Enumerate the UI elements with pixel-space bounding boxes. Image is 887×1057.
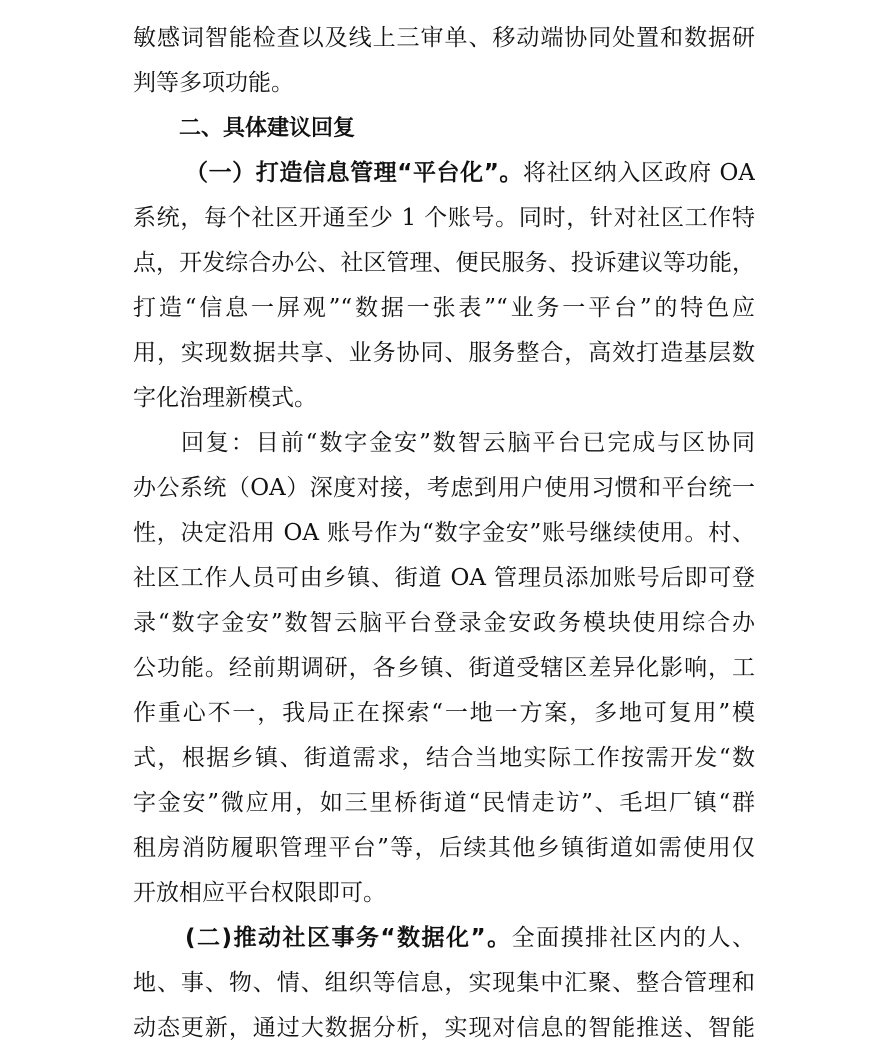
paragraph-start-line — [133, 916, 755, 961]
section-heading: 二、具体建议回复 — [179, 116, 356, 141]
text-line: 式，根据乡镇、街道需求，结合当地实际工作按需开发“数 — [133, 745, 755, 771]
text-line: 录“数字金安”数智云脑平台登录金安政务模块使用综合办 — [133, 610, 755, 636]
paragraph-start-line — [133, 151, 755, 196]
subheading-inline: (二)推动社区事务“数据化”。 — [185, 925, 512, 951]
text-line: 点，开发综合办公、社区管理、便民服务、投诉建议等功能， — [133, 250, 755, 276]
text-line: 判等多项功能。 — [133, 70, 294, 96]
text-line: 租房消防履职管理平台”等，后续其他乡镇街道如需使用仅 — [133, 835, 755, 861]
text-line: 敏感词智能检查以及线上三审单、移动端协同处置和数据研 — [133, 25, 755, 51]
text-line: 字金安”微应用，如三里桥街道“民情走访”、毛坦厂镇“群 — [133, 790, 755, 816]
text-span: 全面摸排社区内的人、 — [511, 925, 755, 951]
text-line: 社区工作人员可由乡镇、街道 OA 管理员添加账号后即可登 — [133, 565, 755, 591]
text-line: 公功能。经前期调研，各乡镇、街道受辖区差异化影响，工 — [133, 655, 755, 681]
text-line: 字化治理新模式。 — [133, 385, 317, 411]
text-span: 将社区纳入区政府 OA — [522, 160, 755, 186]
text-line: 动态更新，通过大数据分析，实现对信息的智能推送、智能 — [133, 1015, 755, 1041]
text-line: 用，实现数据共享、业务协同、服务整合，高效打造基层数 — [133, 340, 755, 366]
text-line: 作重心不一，我局正在探索“一地一方案，多地可复用”模 — [133, 700, 755, 726]
text-line: 回复：目前“数字金安”数智云脑平台已完成与区协同 — [181, 430, 755, 456]
text-line: 性，决定沿用 OA 账号作为“数字金安”账号继续使用。村、 — [133, 520, 755, 546]
text-line: 办公系统（OA）深度对接，考虑到用户使用习惯和平台统一 — [133, 475, 755, 501]
text-line: 开放相应平台权限即可。 — [133, 880, 386, 906]
text-line: 系统，每个社区开通至少 1 个账号。同时，针对社区工作特 — [133, 205, 755, 231]
subheading-inline: （一）打造信息管理“平台化”。 — [185, 160, 523, 186]
text-line: 地、事、物、情、组织等信息，实现集中汇聚、整合管理和 — [133, 970, 755, 996]
text-line: 打造“信息一屏观”“数据一张表”“业务一平台”的特色应 — [133, 295, 755, 321]
